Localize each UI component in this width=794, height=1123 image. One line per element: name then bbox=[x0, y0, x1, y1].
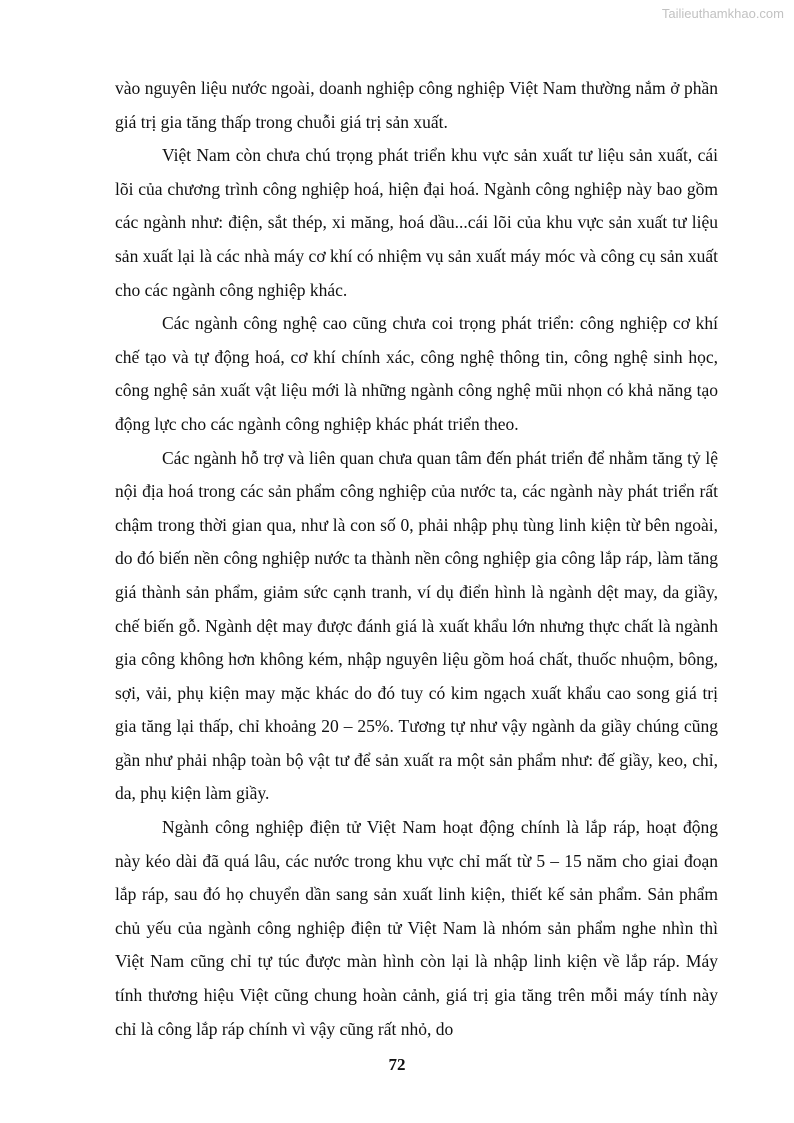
paragraph-high-tech: Các ngành công nghệ cao cũng chưa coi trọng phát triển: công nghiệp cơ khí chế tạo và tự động hoá, cơ khí chính xác, công nghệ thông tin, công nghệ sinh học, công nghệ sản xuất vật liệu mới là những ngành công nghệ mũi nhọn có khả năng tạo động lực cho các ngành công nghiệp khác phát triển theo. bbox=[115, 313, 718, 434]
paragraph-production-sector: Việt Nam còn chưa chú trọng phát triển khu vực sản xuất tư liệu sản xuất, cái lõi của chương trình công nghiệp hoá, hiện đại hoá. Ngành công nghiệp này bao gồm các ngành như: điện, sắt thép, xi măng, hoá dầu...cái lõi của khu vực sản xuất tư liệu sản xuất lại là các nhà máy cơ khí có nhiệm vụ sản xuất máy móc và công cụ sản xuất cho các ngành công nghiệp khác. bbox=[115, 145, 718, 300]
paragraph-continuation: vào nguyên liệu nước ngoài, doanh nghiệp công nghiệp Việt Nam thường nắm ở phần giá trị gia tăng thấp trong chuỗi giá trị sản xuất. bbox=[115, 78, 718, 132]
page-number: 72 bbox=[388, 1055, 406, 1074]
paragraph-electronics: Ngành công nghiệp điện tử Việt Nam hoạt động chính là lắp ráp, hoạt động này kéo dài đã quá lâu, các nước trong khu vực chỉ mất từ 5 – 15 năm cho giai đoạn lắp ráp, sau đó họ chuyển dần sang sản xuất linh kiện, thiết kế sản phẩm. Sản phẩm chủ yếu của ngành công nghiệp điện tử Việt Nam là nhóm sản phẩm nghe nhìn thì Việt Nam cũng chỉ tự túc được màn hình còn lại là nhập linh kiện về lắp ráp. Máy tính thương hiệu Việt cũng chung hoàn cảnh, giá trị gia tăng trên mỗi máy tính này chỉ là công lắp ráp chính vì vậy cũng rất nhỏ, do bbox=[115, 817, 718, 1039]
watermark-text: Tailieuthamkhao.com bbox=[661, 6, 784, 21]
paragraph-supporting-industries: Các ngành hỗ trợ và liên quan chưa quan tâm đến phát triển để nhằm tăng tỷ lệ nội địa hoá trong các sản phẩm công nghiệp của nước ta, các ngành này phát triển rất chậm trong thời gian qua, như là con số 0, phải nhập phụ tùng linh kiện từ bên ngoài, do đó biến nền công nghiệp nước ta thành nền công nghiệp gia công lắp ráp, làm tăng giá thành sản phẩm, giảm sức cạnh tranh, ví dụ điển hình là ngành dệt may, da giầy, chế biến gỗ. Ngành dệt may được đánh giá là xuất khẩu lớn nhưng thực chất là ngành gia công không hơn không kém, nhập nguyên liệu gồm hoá chất, thuốc nhuộm, bông, sợi, vải, phụ kiện may mặc khác do đó tuy có kim ngạch xuất khẩu cao song giá trị gia tăng lại thấp, chỉ khoảng 20 – 25%. Tương tự như vậy ngành da giầy chúng cũng gần như phải nhập toàn bộ vật tư để sản xuất ra một sản phẩm như: đế giầy, keo, chỉ, da, phụ kiện làm giầy. bbox=[115, 447, 718, 804]
document-body bbox=[115, 72, 718, 1046]
